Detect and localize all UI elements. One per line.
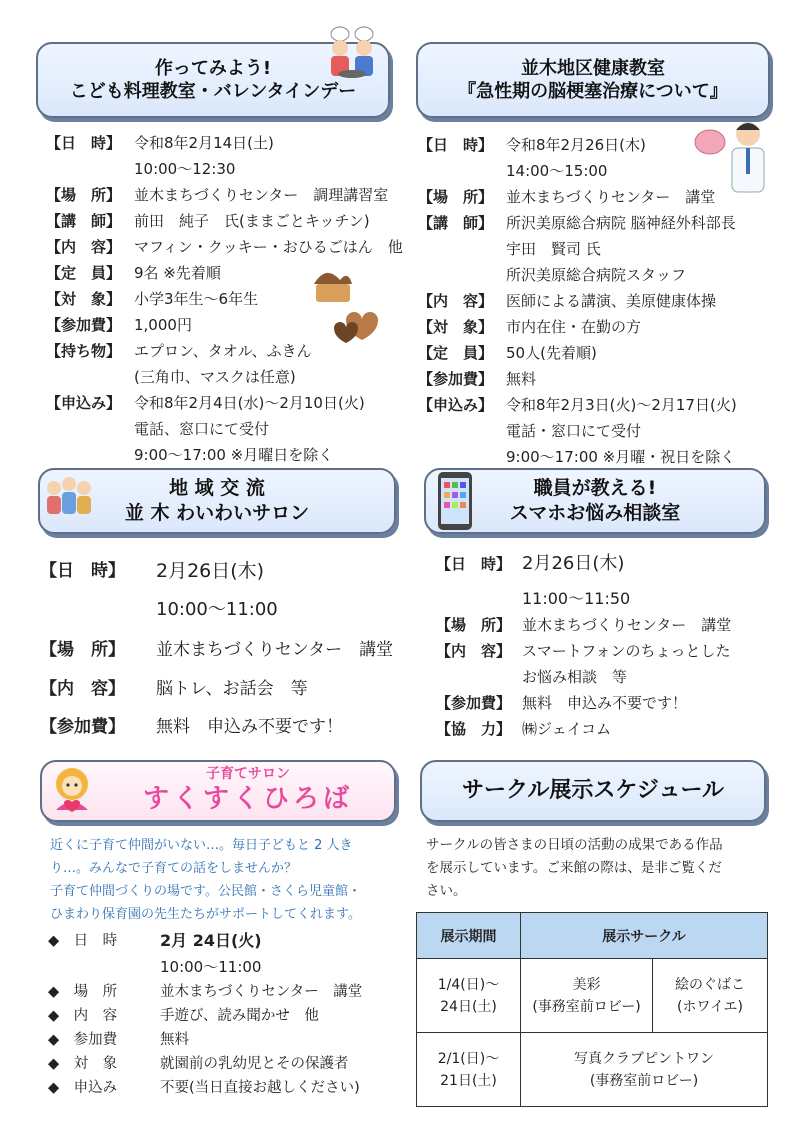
detail-row: ◆ 参加費 無料	[48, 1032, 189, 1048]
period-cell: 1/4(日)～ 24日(土)	[417, 959, 521, 1033]
detail-row: 【対 象】 小学3年生～6年生	[46, 290, 259, 308]
circle-title: サークル展示スケジュール	[461, 777, 725, 803]
circle-intro-line: を展示しています。ご来館の際は、是非ご覧くだ	[426, 860, 722, 876]
detail-row: 【講 師】 前田 純子 氏(ままごとキッチン)	[46, 212, 370, 230]
detail-row: 電話・窓口にて受付	[506, 422, 642, 440]
circle-intro	[426, 834, 776, 903]
detail-row: 【参加費】 無料 申込み不要です！	[40, 717, 343, 737]
detail-row: 11:00～11:50	[522, 589, 631, 608]
detail-row: 【場 所】 並木まちづくりセンター 講堂	[436, 616, 732, 634]
detail-row: 【対 象】 市内在住・在勤の方	[418, 318, 642, 336]
detail-row: ◆ 場 所 並木まちづくりセンター 講堂	[48, 984, 363, 1000]
detail-row: 【内 容】 医師による講演、美原健康体操	[418, 292, 717, 310]
detail-row: ◆ 内 容 手遊び、読み聞かせ 他	[48, 1008, 319, 1024]
health-banner	[416, 42, 770, 118]
detail-row: 【定 員】 9名 ※先着順	[46, 264, 221, 282]
group-people-icon	[44, 474, 94, 518]
phone-title-line1: 職員が教える!	[533, 477, 657, 500]
column-header: 展示サークル	[521, 913, 768, 959]
circle-banner	[420, 760, 766, 822]
muffin-cookie-illustration	[306, 262, 390, 346]
table-header-row	[417, 913, 768, 959]
table-row	[417, 1033, 768, 1107]
health-title-line1: 並木地区健康教室	[521, 57, 665, 79]
detail-row: 【参加費】 無料 申込み不要です！	[436, 694, 688, 712]
detail-row: 所沢美原総合病院スタッフ	[506, 266, 687, 284]
exhibition-table	[416, 912, 768, 1107]
detail-row: 【講 師】 所沢美原総合病院 脳神経外科部長	[418, 214, 736, 232]
circle-cell: 美彩 (事務室前ロビー)	[521, 959, 653, 1033]
detail-row: 【持ち物】 エプロン、タオル、ふきん	[46, 342, 312, 360]
phone-details	[436, 548, 776, 742]
detail-row: 10:00～11:00	[156, 599, 278, 620]
period-cell: 2/1(日)～ 21日(土)	[417, 1033, 521, 1107]
detail-row: 【協 力】 ㈱ジェイコム	[436, 720, 612, 738]
detail-row: お悩み相談 等	[522, 668, 628, 686]
kids-mascot-illustration	[44, 762, 100, 820]
kids-intro-line: り…。みんなで子育ての話をしませんか？	[50, 861, 298, 876]
detail-row: 【日 時】 令和8年2月26日(木)	[418, 136, 646, 154]
kids-details	[48, 928, 398, 1100]
health-details	[418, 132, 778, 470]
detail-row: 【場 所】 並木まちづくりセンター 調理講習室	[46, 186, 389, 204]
detail-row: 9:00～17:00 ※月曜・祝日を除く	[506, 448, 736, 466]
health-title-line2: 『急性期の脳梗塞治療について』	[458, 81, 728, 102]
column-header: 展示期間	[417, 913, 521, 959]
detail-row: 【内 容】 スマートフォンのちょっとした	[436, 642, 731, 660]
salon-title-line2: 並 木 わいわいサロン	[124, 502, 310, 524]
salon-details	[40, 552, 410, 746]
detail-row: (三角巾、マスクは任意)	[134, 368, 296, 386]
detail-row: 電話、窓口にて受付	[134, 420, 270, 438]
detail-row: 【参加費】 無料	[418, 370, 537, 388]
detail-row: 【内 容】 マフィン・クッキー・おひるごはん 他	[46, 238, 403, 256]
detail-row: 【日 時】 2月26日(木)	[40, 560, 265, 582]
circle-intro-line: さい。	[426, 883, 467, 899]
detail-row: ◆ 申込み 不要(当日直接お越しください)	[48, 1080, 360, 1096]
circle-cell: 絵のぐばこ (ホワイエ)	[653, 959, 768, 1033]
kids-subtitle: 子育てサロン	[206, 766, 290, 782]
detail-row: 【申込み】 令和8年2月4日(水)～2月10日(火)	[46, 394, 365, 412]
kids-intro-line: 子育て仲間づくりの場です。公民館・さくら児童館・	[50, 884, 361, 899]
salon-title-line1: 地 域 交 流	[169, 477, 265, 500]
detail-row: ◆ 日 時 2月 24日(火)	[48, 931, 262, 950]
detail-row: 【場 所】 並木まちづくりセンター 講堂	[40, 640, 394, 660]
detail-row: 10:00～11:00	[160, 958, 262, 976]
detail-row: 【日 時】 令和8年2月14日(土)	[46, 134, 274, 152]
cooking-title-line1: 作ってみよう!	[154, 57, 272, 79]
detail-row: 宇田 賢司 氏	[506, 240, 601, 258]
kids-title: すくすくひろば	[142, 784, 353, 815]
detail-row: 【参加費】 1,000円	[46, 316, 192, 334]
kids-intro	[50, 834, 400, 926]
detail-row: 【申込み】 令和8年2月3日(火)～2月17日(火)	[418, 396, 737, 414]
phone-title-line2: スマホお悩み相談室	[509, 502, 681, 524]
detail-row: 【内 容】 脳トレ、お話会 等	[40, 679, 308, 699]
phone-banner	[424, 468, 766, 534]
kids-intro-line: 近くに子育て仲間がいない…。毎日子どもと 2 人き	[50, 838, 353, 853]
detail-row: 【定 員】 50人(先着順)	[418, 344, 597, 362]
kids-intro-line: ひまわり保育園の先生たちがサポートしてくれます。	[50, 907, 361, 922]
chef-kids-illustration	[326, 26, 378, 82]
detail-row: 【日 時】 2月26日(木)	[436, 553, 625, 574]
table-row	[417, 959, 768, 1033]
circle-cell: 写真クラブピントワン (事務室前ロビー)	[521, 1033, 768, 1107]
detail-row: ◆ 対 象 就園前の乳幼児とその保護者	[48, 1056, 349, 1072]
cooking-title-line2: こども料理教室・バレンタインデー	[69, 81, 357, 102]
detail-row: 14:00～15:00	[506, 162, 608, 180]
detail-row: 【場 所】 並木まちづくりセンター 講堂	[418, 188, 716, 206]
smartphone-icon	[436, 470, 474, 532]
detail-row: 10:00～12:30	[134, 160, 236, 178]
circle-intro-line: サークルの皆さまの日頃の活動の成果である作品	[426, 837, 723, 853]
detail-row: 9:00～17:00 ※月曜日を除く	[134, 446, 334, 464]
